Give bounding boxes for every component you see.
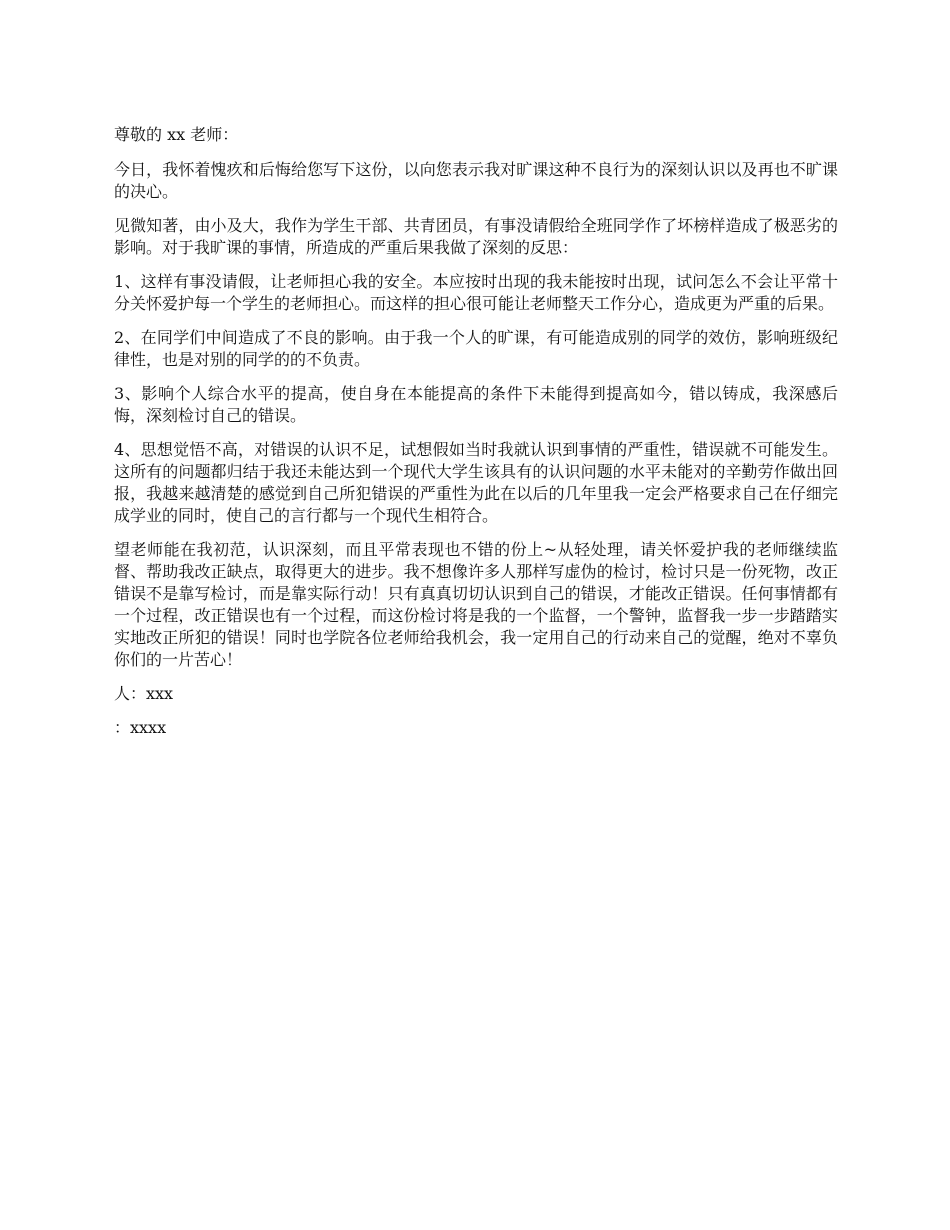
signature-line: 人：xxx [114,684,174,703]
letter-body [114,124,838,751]
paragraph-reflection: 见微知著，由小及大，我作为学生干部、共青团员，有事没请假给全班同学作了坏榜样造成了极恶劣的影响。对于我旷课的事情，所造成的严重后果我做了深刻的反思： [114,216,838,257]
letter-greeting: 尊敬的 xx 老师： [114,125,239,144]
paragraph-point-4: 4、思想觉悟不高，对错误的认识不足，试想假如当时我就认识到事情的严重性，错误就不可能发生。这所有的问题都归结于我还未能达到一个现代大学生该具有的认识问题的水平未能对的辛勤劳作做出回报，我越来越清楚的感觉到自己所犯错误的严重性为此在以后的几年里我一定会严格要求自己在仔细完成学业的同时，使自己的言行都与一个现代生相符合。 [114,440,838,525]
paragraph-point-2: 2、在同学们中间造成了不良的影响。由于我一个人的旷课，有可能造成别的同学的效仿，影响班级纪律性，也是对别的同学的的不负责。 [114,328,838,369]
paragraph-point-3: 3、影响个人综合水平的提高，使自身在本能提高的条件下未能得到提高如今，错以铸成，我深感后悔，深刻检讨自己的错误。 [114,384,838,425]
paragraph-point-1: 1、这样有事没请假，让老师担心我的安全。本应按时出现的我未能按时出现，试问怎么不会让平常十分关怀爱护每一个学生的老师担心。而这样的担心很可能让老师整天工作分心，造成更为严重的后果。 [114,272,838,313]
paragraph-intro: 今日，我怀着愧疚和后悔给您写下这份，以向您表示我对旷课这种不良行为的深刻认识以及再也不旷课的决心。 [114,160,838,201]
paragraph-closing: 望老师能在我初范，认识深刻，而且平常表现也不错的份上~从轻处理，请关怀爱护我的老师继续监督、帮助我改正缺点，取得更大的进步。我不想像许多人那样写虚伪的检讨，检讨只是一份死物，改正错误不是靠写检讨，而是靠实际行动！只有真真切切认识到自己的错误，才能改正错误。任何事情都有一个过程，改正错误也有一个过程，而这份检讨将是我的一个监督，一个警钟，监督我一步一步踏踏实实地改正所犯的错误！同时也学院各位老师给我机会，我一定用自己的行动来自己的觉醒，绝对不辜负你们的一片苦心！ [114,540,838,669]
date-line: ：xxxx [114,718,167,737]
